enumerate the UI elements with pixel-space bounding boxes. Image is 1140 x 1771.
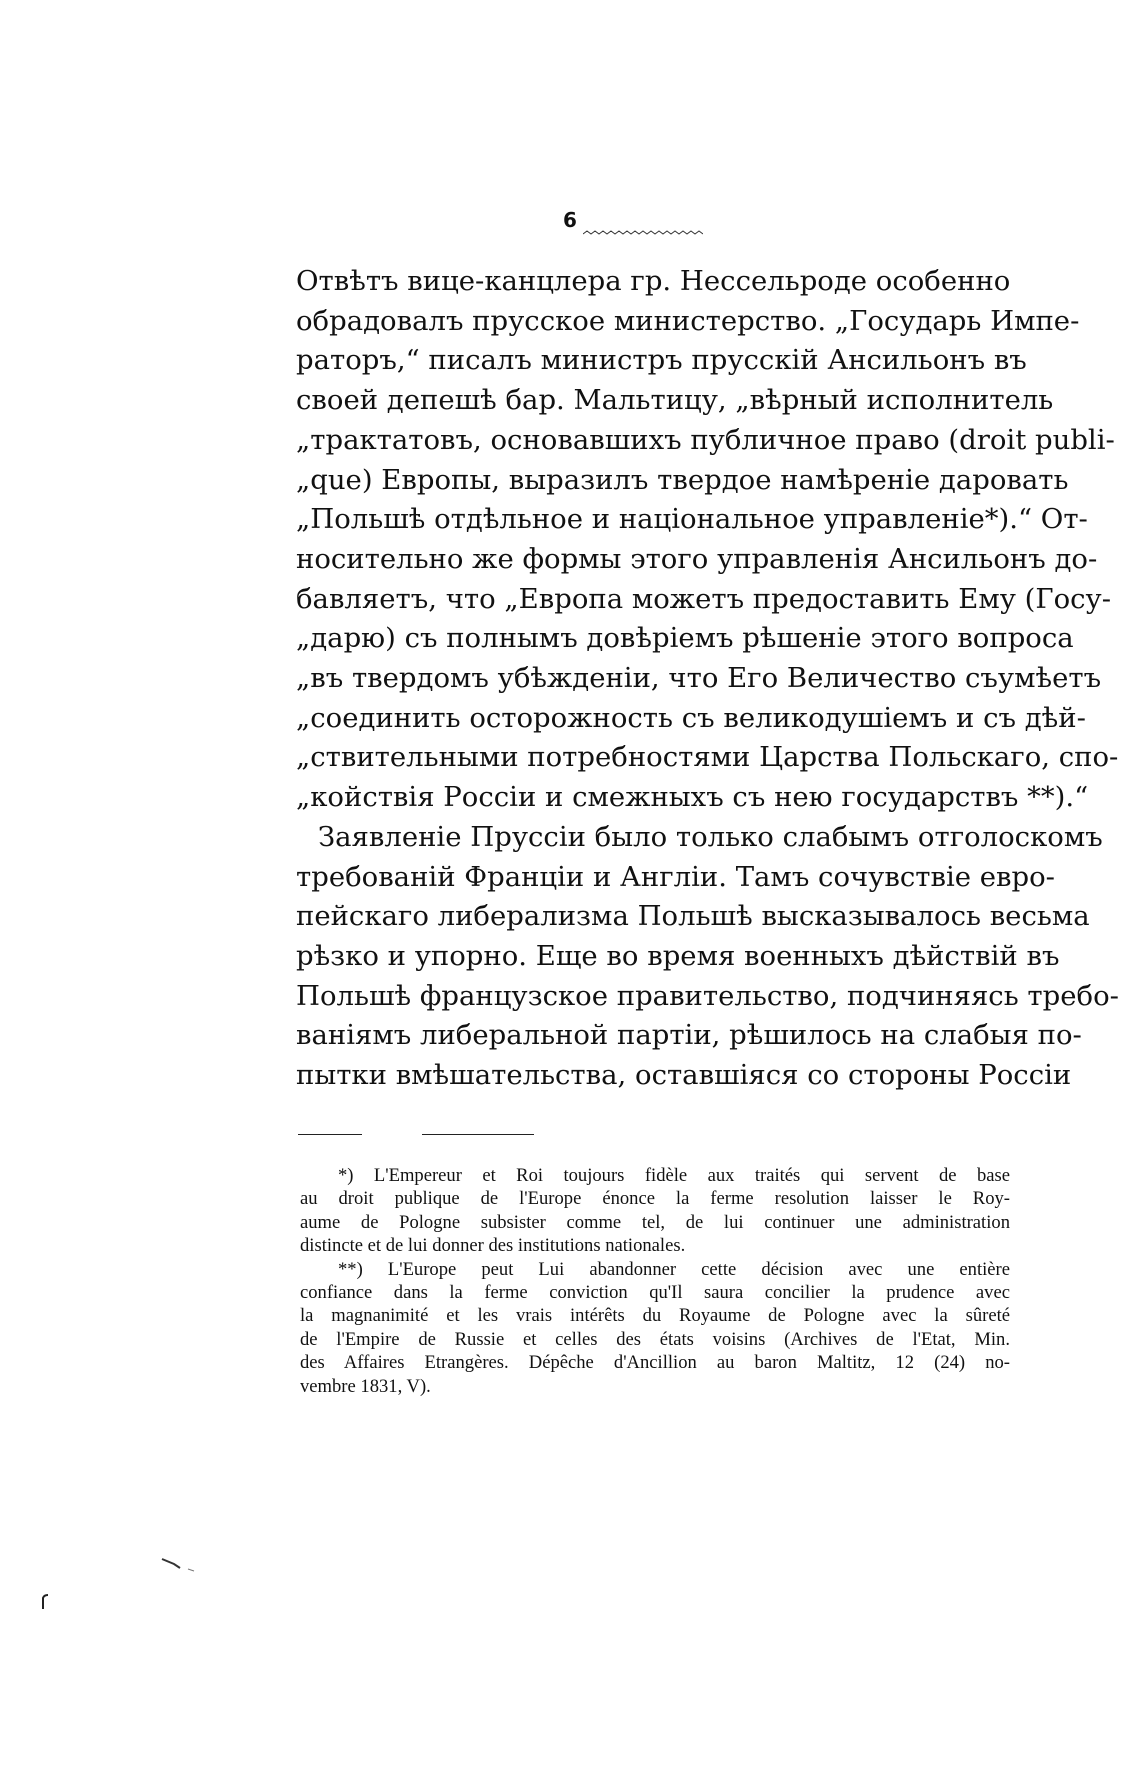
footnote-line: aume de Pologne subsister comme tel, de lui continuer une administration — [300, 1211, 1010, 1233]
text-line: обрадовалъ прусское министерство. „Государь Импе- — [296, 304, 1080, 337]
text-line: „койствія Россіи и смежныхъ съ нею государствъ **).“ — [296, 781, 1089, 814]
footnote-line: au droit publique de l'Europe énonce la ferme resolution laisser le Roy- — [300, 1188, 1010, 1210]
text-line: раторъ,“ писалъ министръ прусскій Ансильонъ въ — [296, 344, 1027, 377]
text-line: ваніямъ либеральной партіи, рѣшилось на слабыя по- — [296, 1019, 1082, 1052]
footnote-line: distincte et de lui donner des institutions nationales. — [300, 1235, 686, 1257]
page-number-ornament — [583, 230, 703, 238]
text-line: носительно же формы этого управленія Ансильонъ до- — [296, 542, 1098, 575]
page-number: 6 — [563, 208, 577, 232]
footnote-line: confiance dans la ferme conviction qu'Il saura concilier la prudence avec — [300, 1282, 1010, 1304]
text-line: Польшѣ французское правительство, подчиняясь требо- — [296, 979, 1119, 1012]
text-line: пытки вмѣшательства, оставшіяся со стороны Россіи — [296, 1059, 1072, 1092]
footnotes — [300, 1164, 1010, 1398]
text-line: пейскаго либерализма Польшѣ высказывалось весьма — [296, 900, 1090, 933]
text-line: требованій Франціи и Англіи. Тамъ сочувствіе евро- — [296, 860, 1055, 893]
text-line: „въ твердомъ убѣжденіи, что Его Величество съумѣетъ — [296, 662, 1102, 695]
text-line: „соединить осторожность съ великодушіемъ и съ дѣй- — [296, 701, 1086, 734]
text-line: „ствительными потребностями Царства Польскаго, спо- — [296, 741, 1119, 774]
text-line: своей депешѣ бар. Мальтицу, „вѣрный исполнитель — [296, 384, 1054, 417]
text-line: бавляетъ, что „Европа можетъ предоставить Ему (Госу- — [296, 582, 1112, 615]
scan-artifact-mark — [38, 1592, 50, 1610]
scan-artifact-mark — [160, 1555, 200, 1573]
footnote-line: **) L'Europe peut Lui abandonner cette décision avec une entière — [338, 1258, 1010, 1280]
footnote-divider-gap — [362, 1134, 422, 1136]
footnote-line: de l'Empire de Russie et celles des états voisins (Archives de l'Etat, Min. — [300, 1328, 1010, 1350]
main-text — [296, 262, 1119, 1096]
text-line: „трактатовъ, основавшихъ публичное право (droit publi- — [296, 423, 1115, 456]
text-line: „que) Европы, выразилъ твердое намѣреніе даровать — [296, 463, 1069, 496]
text-line: рѣзко и упорно. Еще во время военныхъ дѣйствій въ — [296, 939, 1060, 972]
footnote-line: la magnanimité et les vrais intérêts du Royaume de Pologne avec la sûreté — [300, 1305, 1010, 1327]
text-line: Отвѣтъ вице-канцлера гр. Нессельроде особенно — [296, 265, 1011, 297]
text-line: „дарю) съ полнымъ довѣріемъ рѣшеніе этого вопроса — [296, 622, 1074, 655]
footnote-line: vembre 1831, V). — [300, 1375, 431, 1397]
footnote-line: *) L'Empereur et Roi toujours fidèle aux traités qui servent de base — [338, 1165, 1010, 1186]
text-line: Заявленіе Пруссіи было только слабымъ отголоскомъ — [318, 820, 1103, 853]
text-line: „Польшѣ отдѣльное и національное управленіе*).“ От- — [296, 503, 1088, 536]
footnote-line: des Affaires Etrangères. Dépêche d'Ancillion au baron Maltitz, 12 (24) no- — [300, 1352, 1010, 1374]
